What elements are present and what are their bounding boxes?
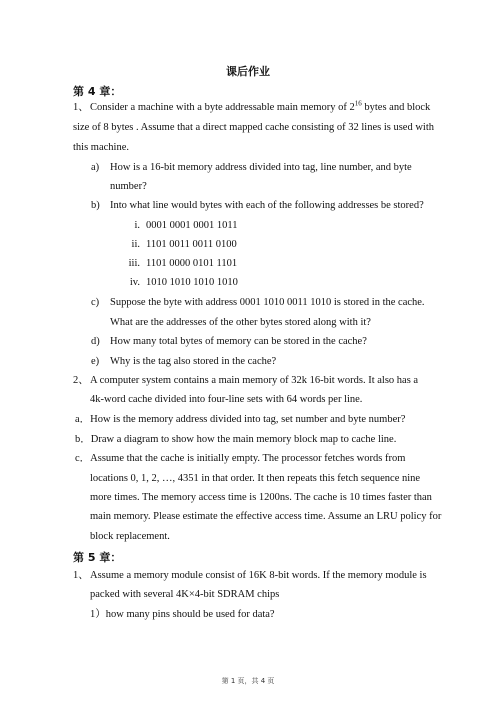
q1-a-label: a) <box>91 162 100 173</box>
chapter-4-heading: 第 4 章： <box>73 85 122 98</box>
q1-a-line1: How is a 16-bit memory address divided into tag, line number, and byte <box>110 162 412 173</box>
q1-d-label: d) <box>91 336 100 347</box>
c5-q1-line1: Assume a memory module consist of 16K 8-bit words. If the memory module is <box>90 570 427 581</box>
address-value: 1101 0000 0101 1101 <box>146 258 238 269</box>
q2-a: a．How is the memory address divided into tag, set number and byte number? <box>75 414 406 425</box>
q1-line1: Consider a machine with a byte addressable main memory of $2^{16}$ bytes and block <box>90 99 431 113</box>
q1-b-text: Into what line would bytes with each of the following addresses be stored? <box>110 200 424 211</box>
address-label: i. <box>134 220 140 231</box>
q1-a-line2: number? <box>110 181 147 192</box>
q2-line1: A computer system contains a main memory of 32k 16-bit words. It also has a <box>90 375 419 386</box>
q2-c-line4: main memory. Please estimate the effective access time. Assume an LRU policy for <box>90 511 442 522</box>
c5-q1-line2: packed with several 4K×4-bit SDRAM chips <box>90 589 280 600</box>
q1-number: 1、 <box>73 102 89 113</box>
q1-c-line2: What are the addresses of the other bytes stored along with it? <box>110 317 371 328</box>
q1-line3: this machine. <box>73 142 129 153</box>
q1-d-text: How many total bytes of memory can be stored in the cache? <box>110 336 367 347</box>
q1-e-text: Why is the tag also stored in the cache? <box>110 356 277 367</box>
c5-q1-sub1: 1）how many pins should be used for data? <box>90 609 275 620</box>
q1-c-label: c) <box>91 297 100 308</box>
page-title: 课后作业 <box>226 65 270 78</box>
q2-c-line5: block replacement. <box>90 531 170 542</box>
q2-c-line1: c．Assume that the cache is initially empty. The processor fetches words from <box>75 453 406 464</box>
q2-c-line3: more times. The memory access time is 1200ns. The cache is 10 times faster than <box>90 492 432 503</box>
q2-number: 2、 <box>73 375 89 386</box>
address-label: iii. <box>128 258 140 269</box>
address-value: 0001 0001 0001 1011 <box>146 220 238 231</box>
address-label: iv. <box>129 277 140 288</box>
q2-line2: 4k-word cache divided into four-line sets with 64 words per line. <box>90 394 363 405</box>
q2-b: b．Draw a diagram to show how the main memory block map to cache line. <box>75 434 397 445</box>
address-value: 1101 0011 0011 0100 <box>146 239 237 250</box>
q1-e-label: e) <box>91 356 100 367</box>
c5-q1-number: 1、 <box>73 570 89 581</box>
page-footer: 第 1 页，共 4 页 <box>221 677 275 685</box>
q1-c-line1: Suppose the byte with address 0001 1010 0011 1010 is stored in the cache. <box>110 297 425 308</box>
q1-line2: size of 8 bytes . Assume that a direct mapped cache consisting of 32 lines is used with <box>73 122 435 133</box>
q2-c-line2: locations 0, 1, 2, …, 4351 in that order. It then repeats this fetch sequence nine <box>90 473 421 484</box>
address-value: 1010 1010 1010 1010 <box>146 277 238 288</box>
address-label: ii. <box>131 239 140 250</box>
q1-b-label: b) <box>91 200 100 211</box>
chapter-5-heading: 第 5 章： <box>73 551 122 564</box>
